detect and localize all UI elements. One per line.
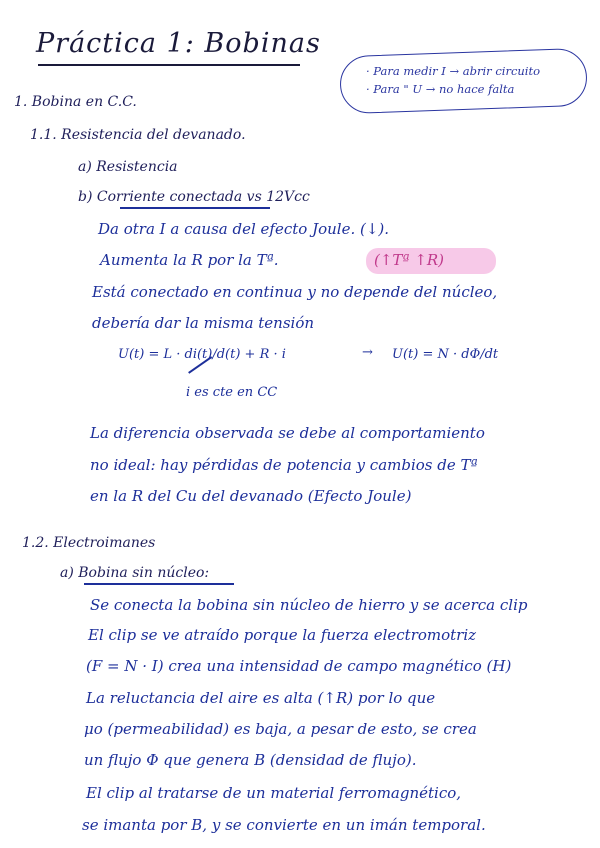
title-underline xyxy=(38,64,300,66)
highlight-note: (↑Tª ↑R) xyxy=(374,251,445,269)
item-a-bobina-sin-nucleo: a) Bobina sin núcleo: xyxy=(60,565,210,581)
body-line-e1: Se conecta la bobina sin núcleo de hierro y se acerca clip xyxy=(90,596,528,614)
section-heading-1: 1. Bobina en C.C. xyxy=(14,94,137,110)
body-line-b1: Da otra I a causa del efecto Joule. (↓). xyxy=(98,220,390,238)
note-line-2: · Para " U → no hace falta xyxy=(366,82,515,96)
body-line-d3: en la R del Cu del devanado (Efecto Joule) xyxy=(90,487,412,505)
body-line-e6: un flujo Φ que genera B (densidad de flujo). xyxy=(84,751,417,769)
body-line-d1: La diferencia observada se debe al comportamiento xyxy=(90,424,485,442)
body-line-b2: Aumenta la R por la Tª. xyxy=(100,251,279,269)
body-line-c2: debería dar la misma tensión xyxy=(92,314,315,332)
subsection-heading-1-2: 1.2. Electroimanes xyxy=(22,535,156,551)
formula-arrow: → xyxy=(362,345,373,360)
item-b-corriente: b) Corriente conectada vs 12Vcc xyxy=(78,189,310,205)
body-line-c1: Está conectado en continua y no depende del núcleo, xyxy=(92,283,498,301)
formula-note: i es cte en CC xyxy=(186,385,278,400)
body-line-e3: (F = N · I) crea una intensidad de campo magnético (H) xyxy=(86,657,512,675)
body-line-e4: La reluctancia del aire es alta (↑R) por lo que xyxy=(86,689,436,707)
body-line-e8: se imanta por B, y se convierte en un imán temporal. xyxy=(82,816,486,834)
item-b-underline xyxy=(120,207,270,209)
item-a-resistencia: a) Resistencia xyxy=(78,159,178,175)
subsection-heading-1-1: 1.1. Resistencia del devanado. xyxy=(30,127,246,143)
body-line-e5: μo (permeabilidad) es baja, a pesar de esto, se crea xyxy=(84,720,477,738)
item-a2-underline xyxy=(84,583,234,585)
formula-left: U(t) = L · di(t)/d(t) + R · i xyxy=(118,347,286,362)
body-line-e7: El clip al tratarse de un material ferromagnético, xyxy=(86,784,462,802)
notes-bubble xyxy=(339,48,588,115)
page-title: Práctica 1: Bobinas xyxy=(36,28,321,59)
formula-right: U(t) = N · dΦ/dt xyxy=(392,347,499,362)
note-line-1: · Para medir I → abrir circuito xyxy=(366,64,541,78)
body-line-d2: no ideal: hay pérdidas de potencia y cambios de Tª xyxy=(90,456,478,474)
body-line-e2: El clip se ve atraído porque la fuerza electromotriz xyxy=(88,626,477,644)
